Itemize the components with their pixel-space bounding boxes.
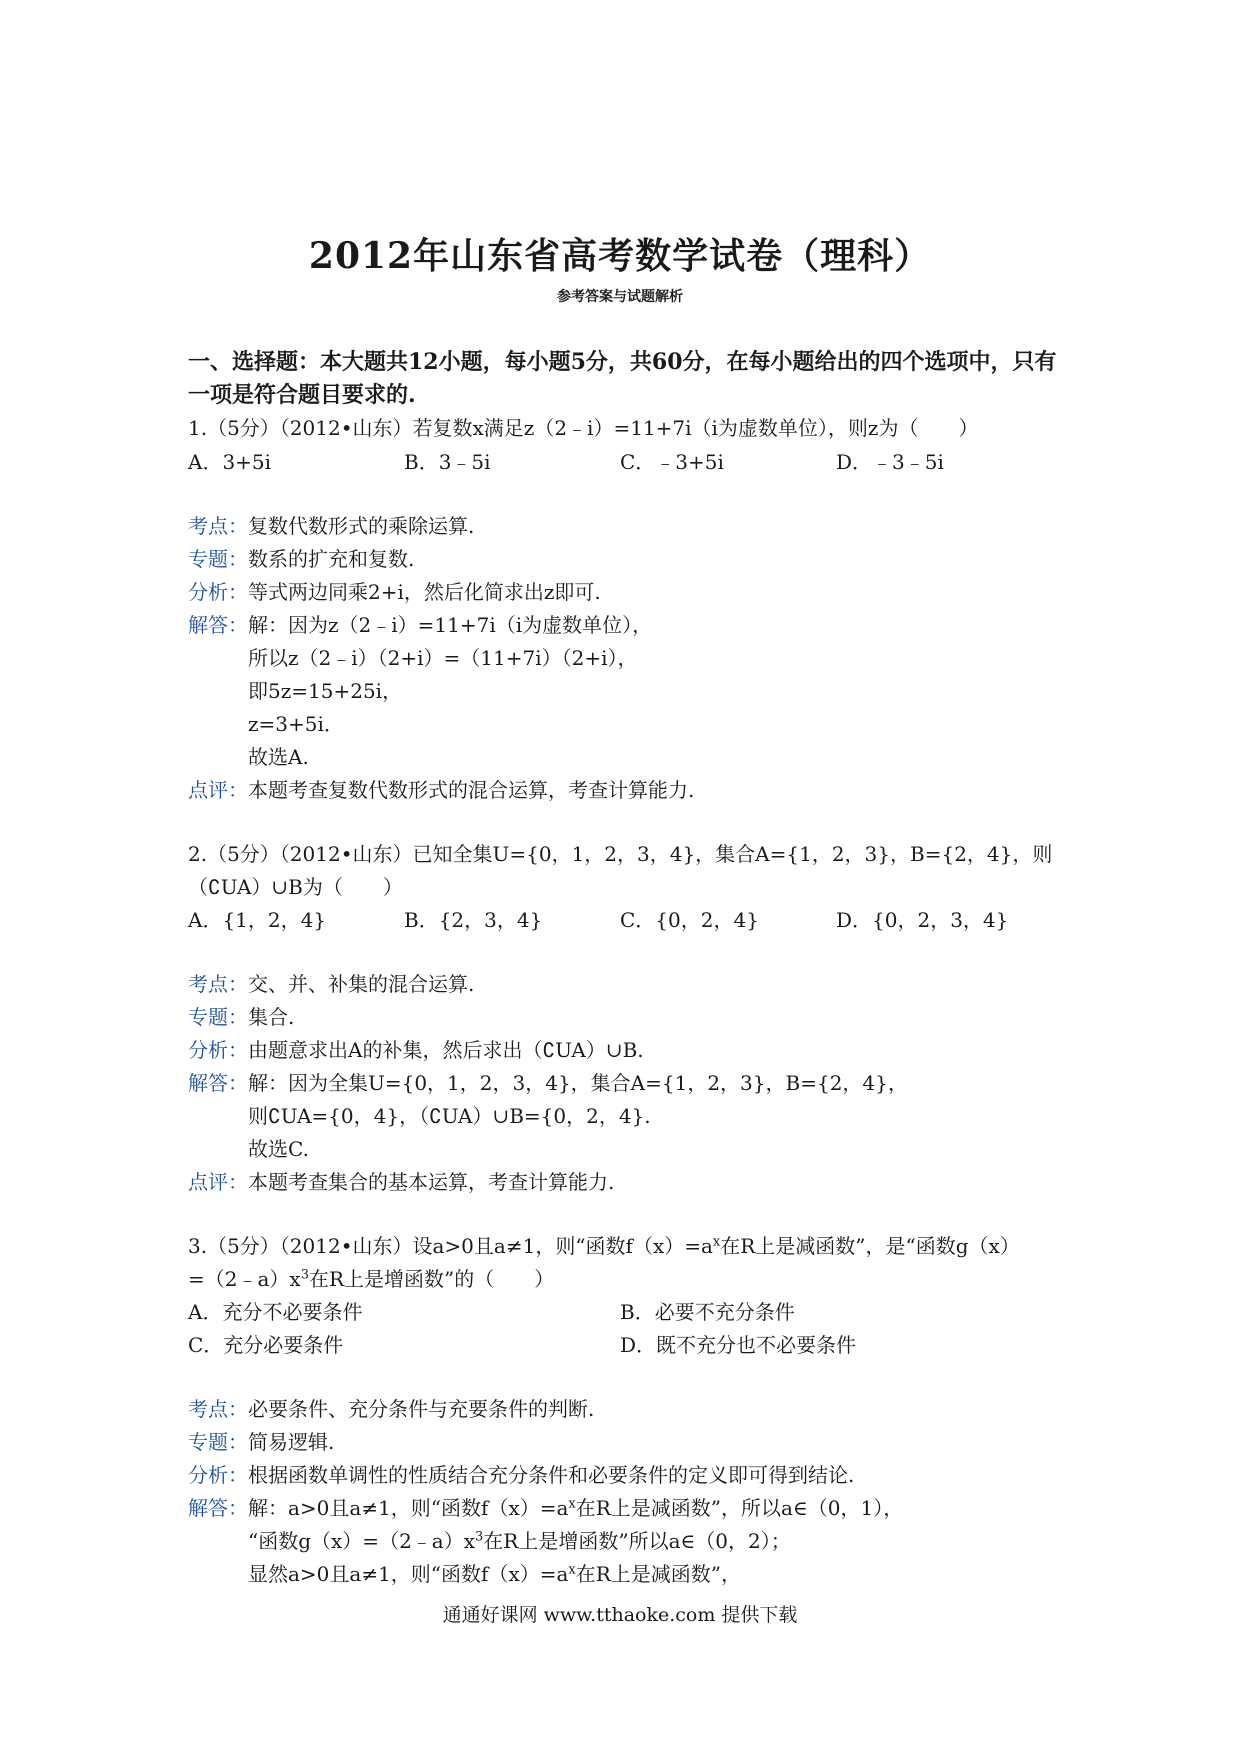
q3-stem-line1: 3.（5分）（2012•山东）设a>0且a≠1，则“函数$f(x)=a^x$在R上是减函数”，是“函数g（x）	[188, 1234, 1020, 1258]
q3-zhuanti: 专题：简易逻辑.	[188, 1430, 335, 1454]
q2-stem-line1: 2.（5分）（2012•山东）已知全集U={0，1，2，3，4}，集合A={1，2，3}，B={2，4}，则	[188, 842, 1053, 866]
q3-jieda-line: 显然a>0且a≠1，则“函数$f(x)=a^x$在R上是减函数”，	[248, 1562, 742, 1586]
q3-option-d: D．既不充分也不必要条件	[620, 1333, 857, 1357]
q3-kaodian: 考点：必要条件、充分条件与充要条件的判断.	[188, 1397, 595, 1421]
q1-jieda-line: 即5z=15+25i，	[248, 679, 403, 703]
q1-fenxi: 分析：等式两边同乘2+i，然后化简求出z即可.	[188, 580, 601, 604]
q2-jieda: 解答：解：因为全集U={0，1，2，3，4}，集合A={1，2，3}，B={2，4}，	[188, 1071, 908, 1095]
q2-zhuanti: 专题：集合.	[188, 1005, 295, 1029]
q2-fenxi: 分析：由题意求出A的补集，然后求出（∁UA）∪B.	[188, 1038, 644, 1062]
q2-jieda-line: 故选C.	[248, 1137, 309, 1161]
q1-jieda-line: 所以z（2﹣i）（2+i）=（11+7i）（2+i），	[248, 646, 638, 670]
q3-option-b: B．必要不充分条件	[620, 1300, 795, 1324]
q1-option-c: C．﹣3+5i	[620, 450, 724, 474]
q2-option-b: B．{2，3，4}	[404, 908, 543, 932]
q2-kaodian: 考点：交、并、补集的混合运算.	[188, 972, 475, 996]
page-subtitle: 参考答案与试题解析	[557, 289, 683, 305]
q1-option-d: D．﹣3﹣5i	[836, 450, 944, 474]
q1-zhuanti: 专题：数系的扩充和复数.	[188, 547, 415, 571]
q3-jieda: 解答：解：a>0且a≠1，则“函数$f(x)=a^x$在R上是减函数”，所以a∈（0，1），	[188, 1496, 904, 1520]
q2-option-c: C．{0，2，4}	[620, 908, 759, 932]
q3-stem-line2: $=(2﹣a)x^3$在R上是增函数”的（ ）	[188, 1267, 555, 1291]
q2-jieda-line: 则∁UA={0，4}，（∁UA）∪B={0，2，4}.	[248, 1104, 651, 1128]
q1-stem: 1.（5分）（2012•山东）若复数x满足z（2﹣i）=11+7i（i为虚数单位），则z为（ ）	[188, 416, 979, 440]
q3-option-a: A．充分不必要条件	[188, 1300, 363, 1324]
q2-option-d: D．{0，2，3，4}	[836, 908, 1009, 932]
q1-jieda-line: 故选A.	[248, 745, 309, 769]
q2-option-a: A．{1，2，4}	[188, 908, 327, 932]
q1-jieda: 解答：解：因为z（2﹣i）=11+7i（i为虚数单位），	[188, 613, 653, 637]
q3-jieda-line: “函数$g(x)=(2﹣a)x^3$在R上是增函数”所以a∈（0，2）；	[248, 1529, 791, 1553]
q3-fenxi: 分析：根据函数单调性的性质结合充分条件和必要条件的定义即可得到结论.	[188, 1463, 855, 1487]
q1-kaodian: 考点：复数代数形式的乘除运算.	[188, 514, 475, 538]
q2-stem-line2: （∁UA）∪B为（ ）	[188, 875, 403, 899]
q1-dianping: 点评：本题考查复数代数形式的混合运算，考查计算能力.	[188, 778, 695, 802]
q1-option-a: A．3+5i	[188, 450, 272, 474]
page-footer: 通通好课网 www.tthaoke.com 提供下载	[442, 1604, 798, 1626]
page-title: 2012年山东省高考数学试卷（理科）	[308, 235, 932, 277]
q3-option-c: C．充分必要条件	[188, 1333, 344, 1357]
q1-option-b: B．3﹣5i	[404, 450, 491, 474]
q1-jieda-line: z=3+5i．	[248, 712, 344, 736]
q2-dianping: 点评：本题考查集合的基本运算，考查计算能力.	[188, 1170, 615, 1194]
section-heading: 一、选择题：本大题共12小题，每小题5分，共60分，在每小题给出的四个选项中，只有一项是符合题目要求的.	[188, 349, 1057, 408]
